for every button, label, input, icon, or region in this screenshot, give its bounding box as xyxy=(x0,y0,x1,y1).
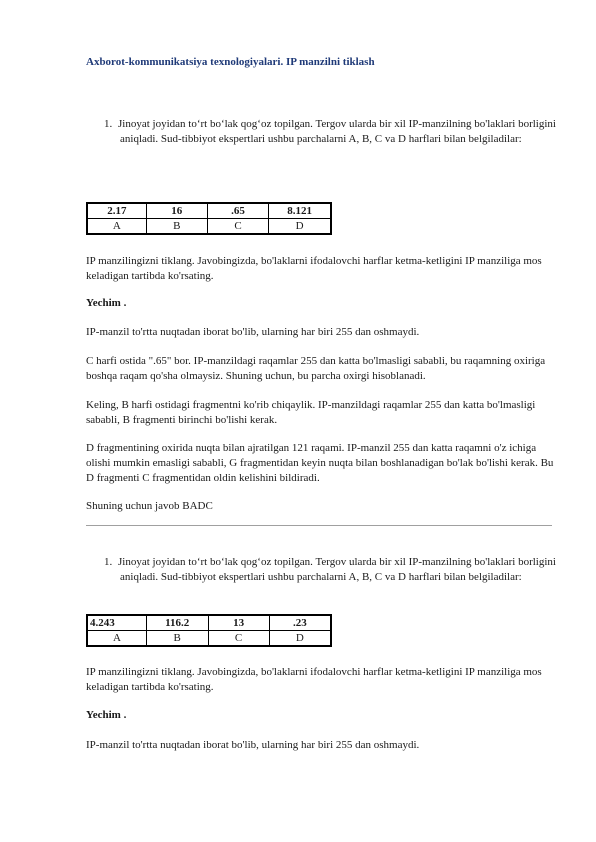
solution-paragraph: D fragmentining oxirida nuqta bilan ajratilgan 121 raqami. IP-manzil 255 dan katta raqamni o'z ichiga olishi mumkin emasligi sababli, G fragmentidan keyin nuqta bilan boshlanadigan bo'lak bo'lishi kerak. Bu D fragmenti C fragmentidan oldin kelishini bildiradi. xyxy=(86,442,554,484)
list-number: 1. xyxy=(104,556,113,568)
fragment-cell: 16 xyxy=(146,203,207,219)
section-divider xyxy=(86,525,552,526)
task-2-statement xyxy=(104,555,556,585)
fragment-cell: 116.2 xyxy=(146,615,208,631)
solution-paragraph: Keling, B harfi ostidagi fragmentni ko'rib chiqaylik. IP-manzildagi raqamlar 255 dan katta bo'lmasligi sababli, B fragmenti birinchi bo'lishi kerak. xyxy=(86,399,536,426)
task-2-fragments-table xyxy=(86,614,332,647)
letter-cell: D xyxy=(269,631,331,647)
solution-answer: Shuning uchun javob BADC xyxy=(86,500,213,512)
fragment-cell: 13 xyxy=(208,615,269,631)
letter-cell: A xyxy=(87,219,146,235)
letter-cell: A xyxy=(87,631,146,647)
solution-paragraph: IP-manzil to'rtta nuqtadan iborat bo'lib, ularning har biri 255 dan oshmaydi. xyxy=(86,739,420,751)
letter-cell: B xyxy=(146,631,208,647)
solution-paragraph: C harfi ostida ".65" bor. IP-manzildagi raqamlar 255 dan katta bo'lmasligi sababli, bu raqamning oxiriga boshqa raqam qo'sha olmaysiz. Shuning uchun, bu parcha oxirgi hisoblanadi. xyxy=(86,355,546,382)
letter-cell: C xyxy=(207,219,268,235)
fragment-cell: 8.121 xyxy=(269,203,331,219)
letter-cell: D xyxy=(269,219,331,235)
task-2-solution-label: Yechim . xyxy=(86,709,127,721)
task-1-fragments-table xyxy=(86,202,332,235)
fragment-cell: .65 xyxy=(207,203,268,219)
letter-cell: B xyxy=(146,219,207,235)
task-1-instruction: IP manzilingizni tiklang. Javobingizda, bo'laklarni ifodalovchi harflar ketma-ketligini IP manziliga mos keladigan tartibda ko'rsating. xyxy=(86,255,542,282)
fragment-cell: 4.243 xyxy=(87,615,146,631)
list-number: 1. xyxy=(104,118,113,130)
statement-text: Jinoyat joyidan to‘rt bo‘lak qog‘oz topilgan. Tergov ularda bir xil IP-manzilning bo'laklari borligini aniqladi. Sud-tibbiyot ekspertlari ushbu parchalarni A, B, C va D harflari bilan belgiladilar: xyxy=(118,118,556,145)
fragment-cell: .23 xyxy=(269,615,331,631)
statement-text: Jinoyat joyidan to‘rt bo‘lak qog‘oz topilgan. Tergov ularda bir xil IP-manzilning bo'laklari borligini aniqladi. Sud-tibbiyot ekspertlari ushbu parchalarni A, B, C va D harflari bilan belgiladilar: xyxy=(118,556,556,583)
fragment-cell: 2.17 xyxy=(87,203,146,219)
letter-cell: C xyxy=(208,631,269,647)
solution-paragraph: IP-manzil to'rtta nuqtadan iborat bo'lib, ularning har biri 255 dan oshmaydi. xyxy=(86,326,420,338)
document-title: Axborot-kommunikatsiya texnologiyalari. IP manzilni tiklash xyxy=(86,56,375,68)
task-1-statement xyxy=(104,117,556,147)
task-1-solution-label: Yechim . xyxy=(86,297,127,309)
task-2-instruction: IP manzilingizni tiklang. Javobingizda, bo'laklarni ifodalovchi harflar ketma-ketligini IP manziliga mos keladigan tartibda ko'rsating. xyxy=(86,666,542,693)
